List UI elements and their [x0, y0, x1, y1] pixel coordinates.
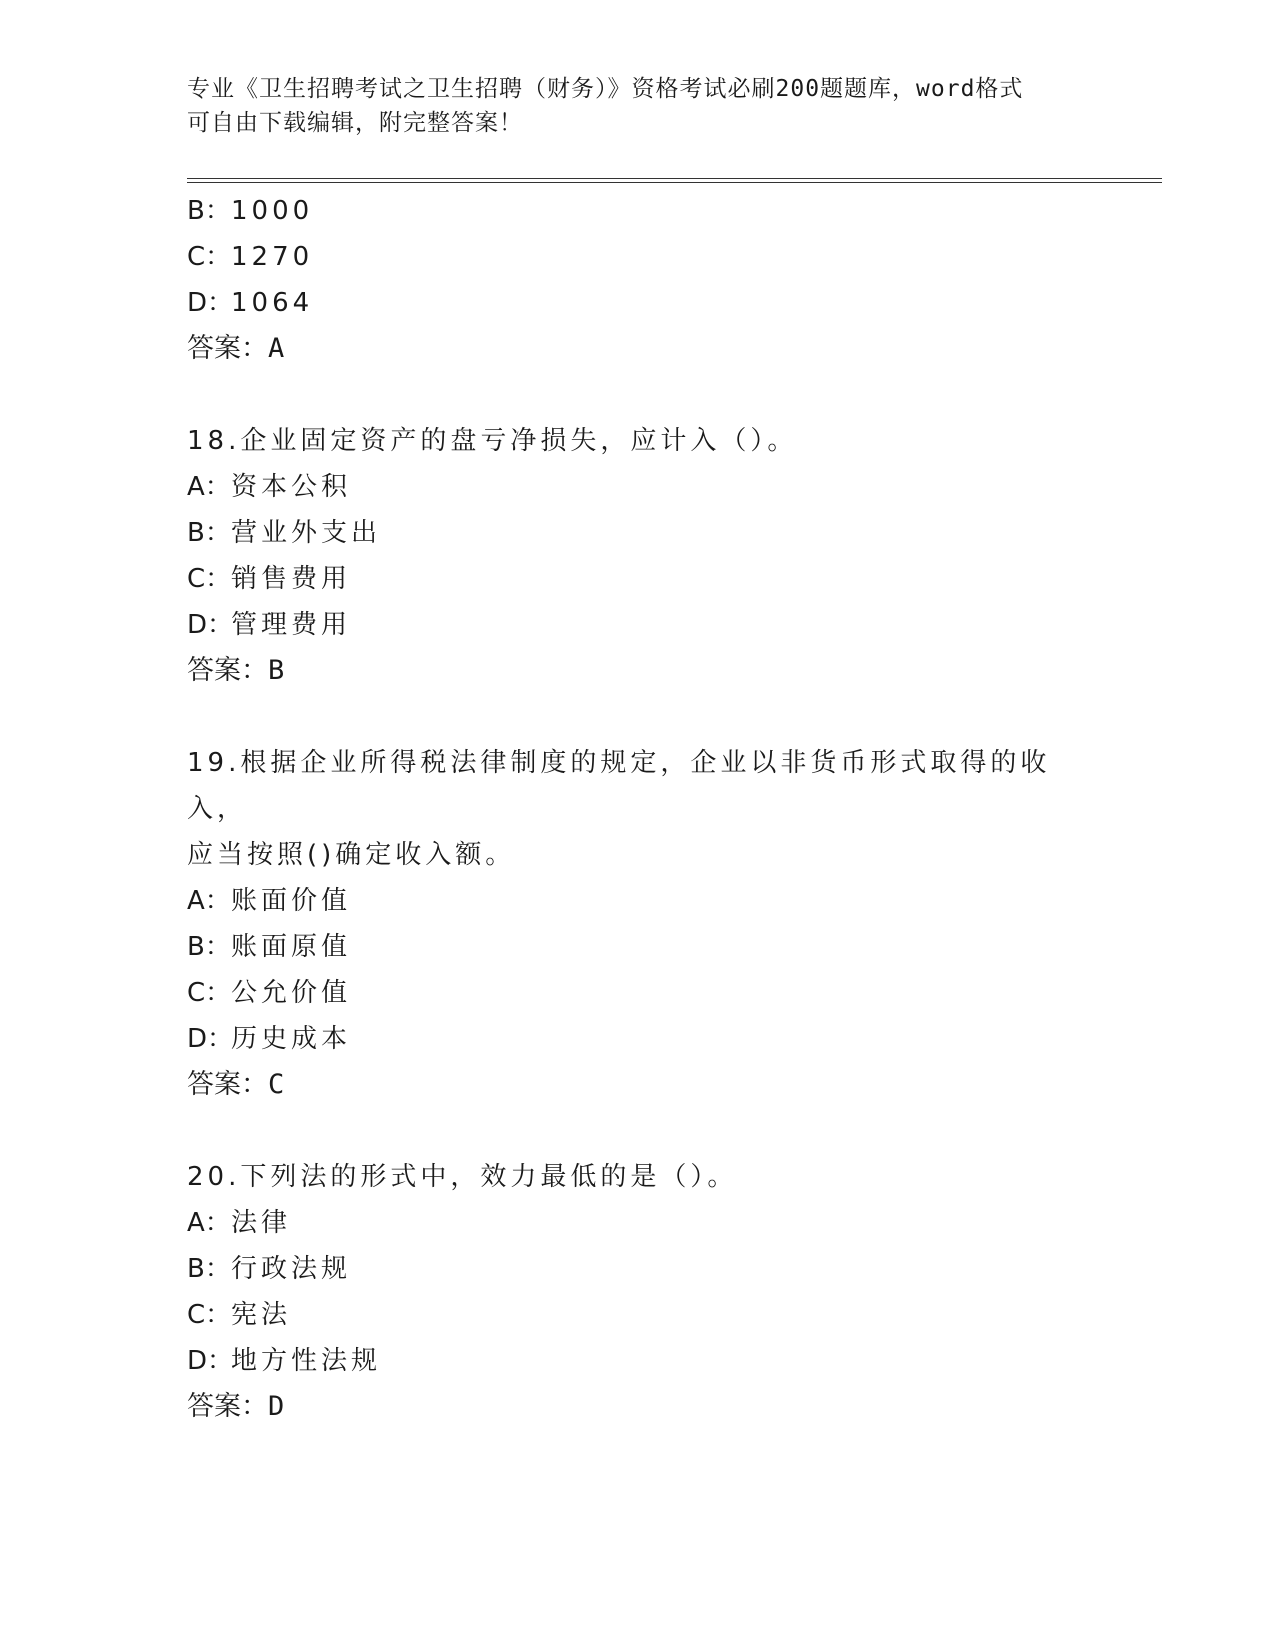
header-divider: [187, 178, 1162, 183]
option-c: [187, 1292, 1087, 1338]
option-text: 1000: [231, 196, 314, 226]
option-letter: C：: [187, 1300, 232, 1330]
option-b: [187, 924, 1087, 970]
option-c: [187, 970, 1087, 1016]
question-block-20: [187, 1154, 1087, 1430]
question-stem-line-2: 应当按照()确定收入额。: [187, 840, 516, 870]
header-title-line-2: 可自由下载编辑，附完整答案！: [187, 110, 523, 136]
option-b: [187, 188, 1087, 234]
option-letter: C：: [187, 564, 232, 594]
option-letter: C：: [187, 978, 232, 1008]
question-stem: 18.企业固定资产的盘亏净损失，应计入（）。: [187, 426, 798, 456]
option-text: 账面价值: [231, 886, 352, 916]
option-letter: C：: [187, 242, 232, 272]
answer-line: 答案：A: [187, 333, 285, 364]
option-letter: D：: [187, 288, 234, 318]
option-text: 营业外支出: [231, 518, 382, 548]
answer-line: 答案：B: [187, 655, 285, 686]
question-list: [187, 188, 1087, 1430]
option-letter: A：: [187, 886, 231, 916]
option-text: 1270: [231, 242, 314, 272]
option-letter: A：: [187, 472, 231, 502]
option-text: 地方性法规: [231, 1346, 382, 1376]
option-letter: B：: [187, 196, 231, 226]
option-text: 法律: [231, 1208, 292, 1238]
option-text: 资本公积: [231, 472, 352, 502]
option-a: [187, 464, 1087, 510]
option-b: [187, 1246, 1087, 1292]
option-text: 行政法规: [231, 1254, 352, 1284]
option-b: [187, 510, 1087, 556]
option-a: [187, 1200, 1087, 1246]
answer-line: 答案：D: [187, 1391, 285, 1422]
option-text: 宪法: [231, 1300, 292, 1330]
option-text: 历史成本: [231, 1024, 352, 1054]
document-header: [187, 72, 1067, 140]
option-letter: A：: [187, 1208, 231, 1238]
option-c: [187, 556, 1087, 602]
option-text: 管理费用: [231, 610, 352, 640]
option-a: [187, 878, 1087, 924]
option-letter: D：: [187, 1024, 234, 1054]
option-text: 1064: [231, 288, 314, 318]
answer-line: 答案：C: [187, 1069, 285, 1100]
question-block-18: [187, 418, 1087, 694]
option-text: 账面原值: [231, 932, 352, 962]
option-d: [187, 602, 1087, 648]
header-title-line-1: 专业《卫生招聘考试之卫生招聘（财务）》资格考试必刷200题题库，word格式: [187, 76, 1024, 102]
question-stem-line-1: 19.根据企业所得税法律制度的规定，企业以非货币形式取得的收入，: [187, 748, 1051, 824]
option-letter: B：: [187, 932, 231, 962]
question-block-17-continued: [187, 188, 1087, 372]
option-text: 销售费用: [231, 564, 352, 594]
option-d: [187, 1338, 1087, 1384]
question-block-19: [187, 740, 1087, 1108]
option-text: 公允价值: [231, 978, 352, 1008]
option-letter: D：: [187, 610, 234, 640]
option-d: [187, 280, 1087, 326]
option-letter: B：: [187, 1254, 231, 1284]
option-d: [187, 1016, 1087, 1062]
option-c: [187, 234, 1087, 280]
option-letter: B：: [187, 518, 231, 548]
question-stem: 20.下列法的形式中，效力最低的是（）。: [187, 1162, 738, 1192]
option-letter: D：: [187, 1346, 234, 1376]
